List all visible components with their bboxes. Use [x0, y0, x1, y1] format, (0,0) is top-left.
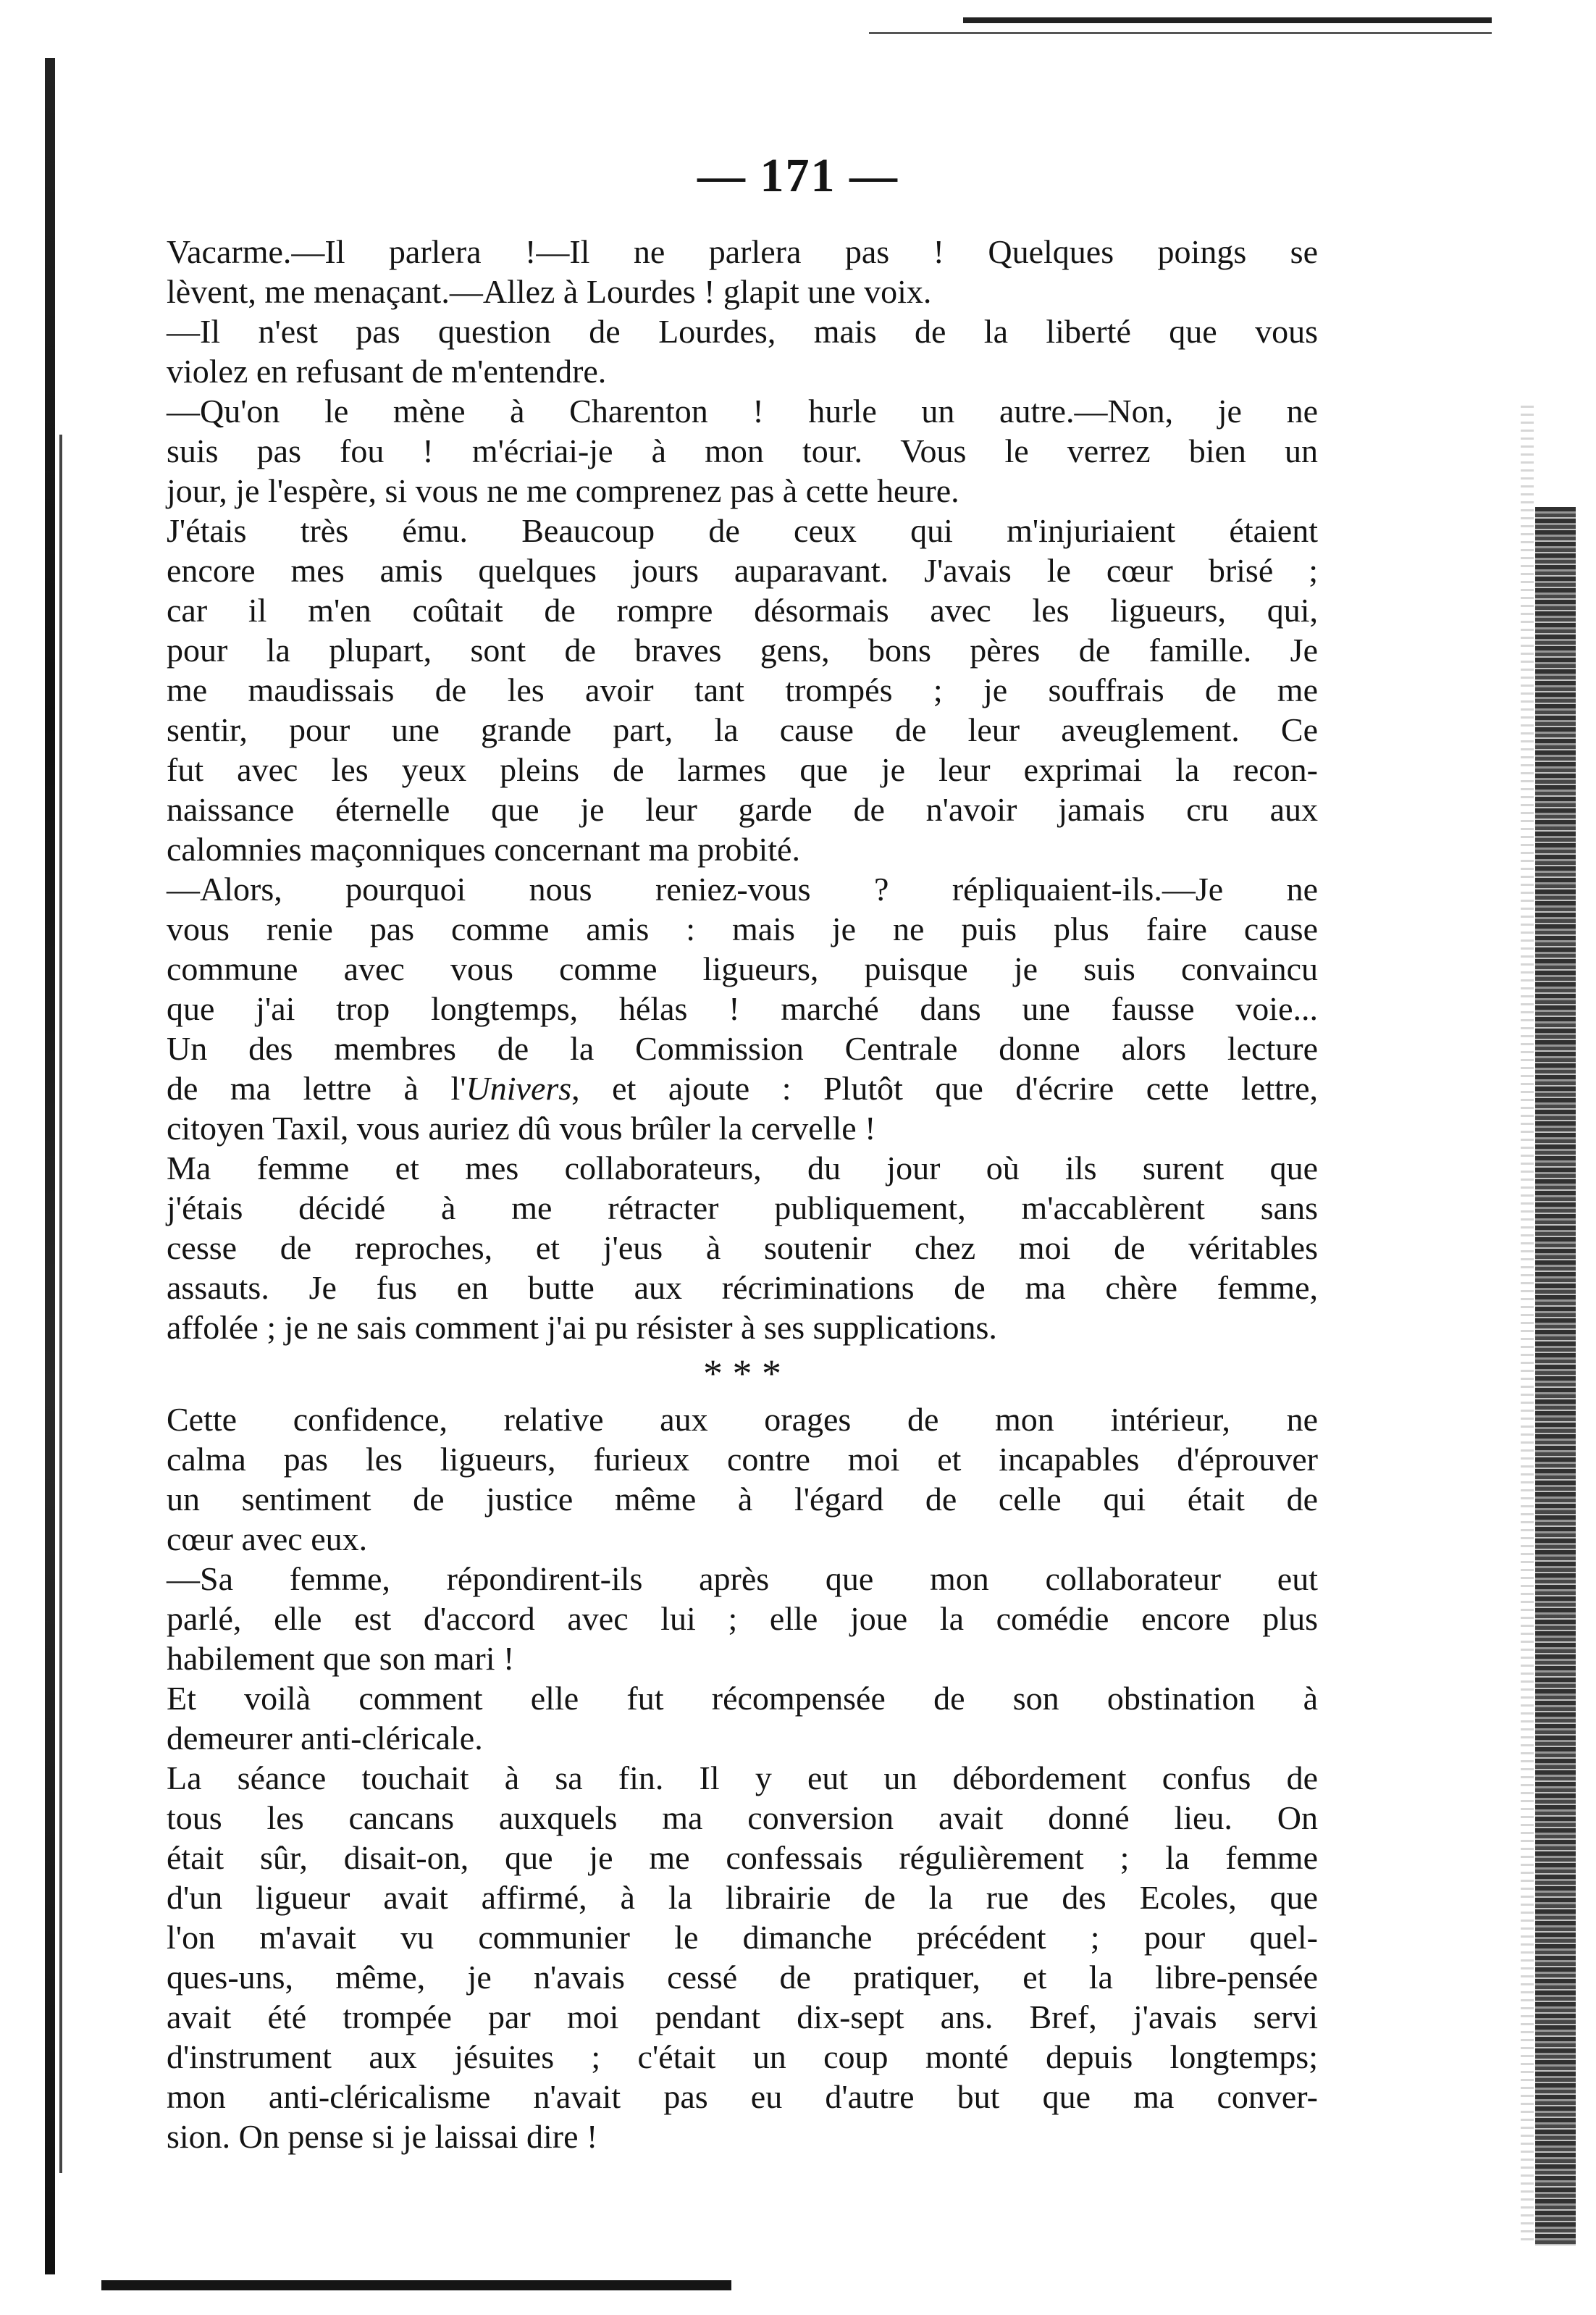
- text-line: ques-uns, même, je n'avais cessé de pratiquer, et la libre-pensée: [167, 1959, 1318, 1996]
- scan-top-rule-thin: [869, 32, 1492, 34]
- text-line: La séance touchait à sa fin. Il y eut un débordement confus de: [167, 1759, 1318, 1796]
- text-line: naissance éternelle que je leur garde de n'avoir jamais cru aux: [167, 791, 1318, 828]
- text-line: J'étais très ému. Beaucoup de ceux qui m'injuriaient étaient: [167, 512, 1318, 549]
- text-line: fut avec les yeux pleins de larmes que je leur exprimai la recon-: [167, 751, 1318, 788]
- text-line: —Qu'on le mène à Charenton ! hurle un autre.—Non, je ne: [167, 393, 1318, 430]
- scan-right-edge: [1535, 507, 1576, 2245]
- body-text: [167, 232, 1318, 2156]
- scan-bottom-rule: [101, 2280, 731, 2290]
- text-line: sentir, pour une grande part, la cause de leur aveuglement. Ce: [167, 711, 1318, 748]
- text-line: Cette confidence, relative aux orages de mon intérieur, ne: [167, 1401, 1318, 1438]
- text-line: habilement que son mari !: [167, 1640, 515, 1677]
- text-line: lèvent, me menaçant.—Allez à Lourdes ! glapit une voix.: [167, 273, 932, 310]
- text-line: que j'ai trop longtemps, hélas ! marché dans une fausse voie...: [167, 990, 1318, 1027]
- scan-binding-line: [59, 435, 62, 2173]
- periodical-title: Univers: [466, 1070, 572, 1107]
- text-line: j'étais décidé à me rétracter publiquement, m'accablèrent sans: [167, 1189, 1318, 1226]
- text-line: avait été trompée par moi pendant dix-sept ans. Bref, j'avais servi: [167, 1998, 1318, 2035]
- text-line: vous renie pas comme amis : mais je ne puis plus faire cause: [167, 910, 1318, 947]
- text-line: me maudissais de les avoir tant trompés ; je souffrais de me: [167, 671, 1318, 708]
- text-line: d'instrument aux jésuites ; c'était un coup monté depuis longtemps;: [167, 2038, 1318, 2075]
- text-line: tous les cancans auxquels ma conversion avait donné lieu. On: [167, 1799, 1318, 1836]
- text-line: —Alors, pourquoi nous reniez-vous ? répliquaient-ils.—Je ne: [167, 871, 1318, 908]
- text-line: pour la plupart, sont de braves gens, bons pères de famille. Je: [167, 632, 1318, 669]
- text-line: calma pas les ligueurs, furieux contre moi et incapables d'éprouver: [167, 1441, 1318, 1478]
- text-line: parlé, elle est d'accord avec lui ; elle joue la comédie encore plus: [167, 1600, 1318, 1637]
- text-line: assauts. Je fus en butte aux récriminations de ma chère femme,: [167, 1269, 1318, 1306]
- text-line: car il m'en coûtait de rompre désormais avec les ligueurs, qui,: [167, 592, 1318, 629]
- text-line: affolée ; je ne sais comment j'ai pu résister à ses supplications.: [167, 1309, 997, 1346]
- scan-right-edge-light: [1521, 406, 1534, 2245]
- text-line: de ma lettre à l'Univers, et ajoute : Plutôt que d'écrire cette lettre,: [167, 1070, 1318, 1107]
- text-line: était sûr, disait-on, que je me confessais régulièrement ; la femme: [167, 1839, 1318, 1876]
- text-line: —Il n'est pas question de Lourdes, mais de la liberté que vous: [167, 313, 1318, 350]
- text-line: violez en refusant de m'entendre.: [167, 353, 607, 390]
- section-separator: * * *: [703, 1352, 781, 1395]
- text-line: mon anti-cléricalisme n'avait pas eu d'autre but que ma conver-: [167, 2078, 1318, 2115]
- text-line: cœur avec eux.: [167, 1520, 368, 1557]
- text-line: cesse de reproches, et j'eus à soutenir chez moi de véritables: [167, 1229, 1318, 1266]
- page-number: — 171 —: [697, 149, 899, 202]
- text-line: encore mes amis quelques jours auparavant. J'avais le cœur brisé ;: [167, 552, 1318, 589]
- text-line: commune avec vous comme ligueurs, puisque je suis convaincu: [167, 950, 1318, 987]
- text-line: citoyen Taxil, vous auriez dû vous brûler la cervelle !: [167, 1110, 876, 1147]
- text-line: d'un ligueur avait affirmé, à la librairie de la rue des Ecoles, que: [167, 1879, 1318, 1916]
- text-line: Vacarme.—Il parlera !—Il ne parlera pas ! Quelques poings se: [167, 233, 1318, 270]
- text-line: —Sa femme, répondirent-ils après que mon collaborateur eut: [167, 1560, 1318, 1597]
- text-line: jour, je l'espère, si vous ne me comprenez pas à cette heure.: [167, 472, 959, 509]
- text-line: l'on m'avait vu communier le dimanche précédent ; pour quel-: [167, 1919, 1318, 1956]
- text-line: un sentiment de justice même à l'égard de celle qui était de: [167, 1481, 1318, 1517]
- text-line: Ma femme et mes collaborateurs, du jour où ils surent que: [167, 1150, 1318, 1186]
- scan-binding-shadow: [45, 58, 55, 2274]
- text-line: sion. On pense si je laissai dire !: [167, 2118, 598, 2155]
- text-line: Et voilà comment elle fut récompensée de son obstination à: [167, 1680, 1318, 1717]
- text-line: Un des membres de la Commission Centrale donne alors lecture: [167, 1030, 1318, 1067]
- text-line: calomnies maçonniques concernant ma probité.: [167, 831, 800, 868]
- text-line: suis pas fou ! m'écriai-je à mon tour. Vous le verrez bien un: [167, 432, 1318, 469]
- scan-top-rule: [963, 17, 1492, 23]
- text-line: demeurer anti-cléricale.: [167, 1720, 483, 1757]
